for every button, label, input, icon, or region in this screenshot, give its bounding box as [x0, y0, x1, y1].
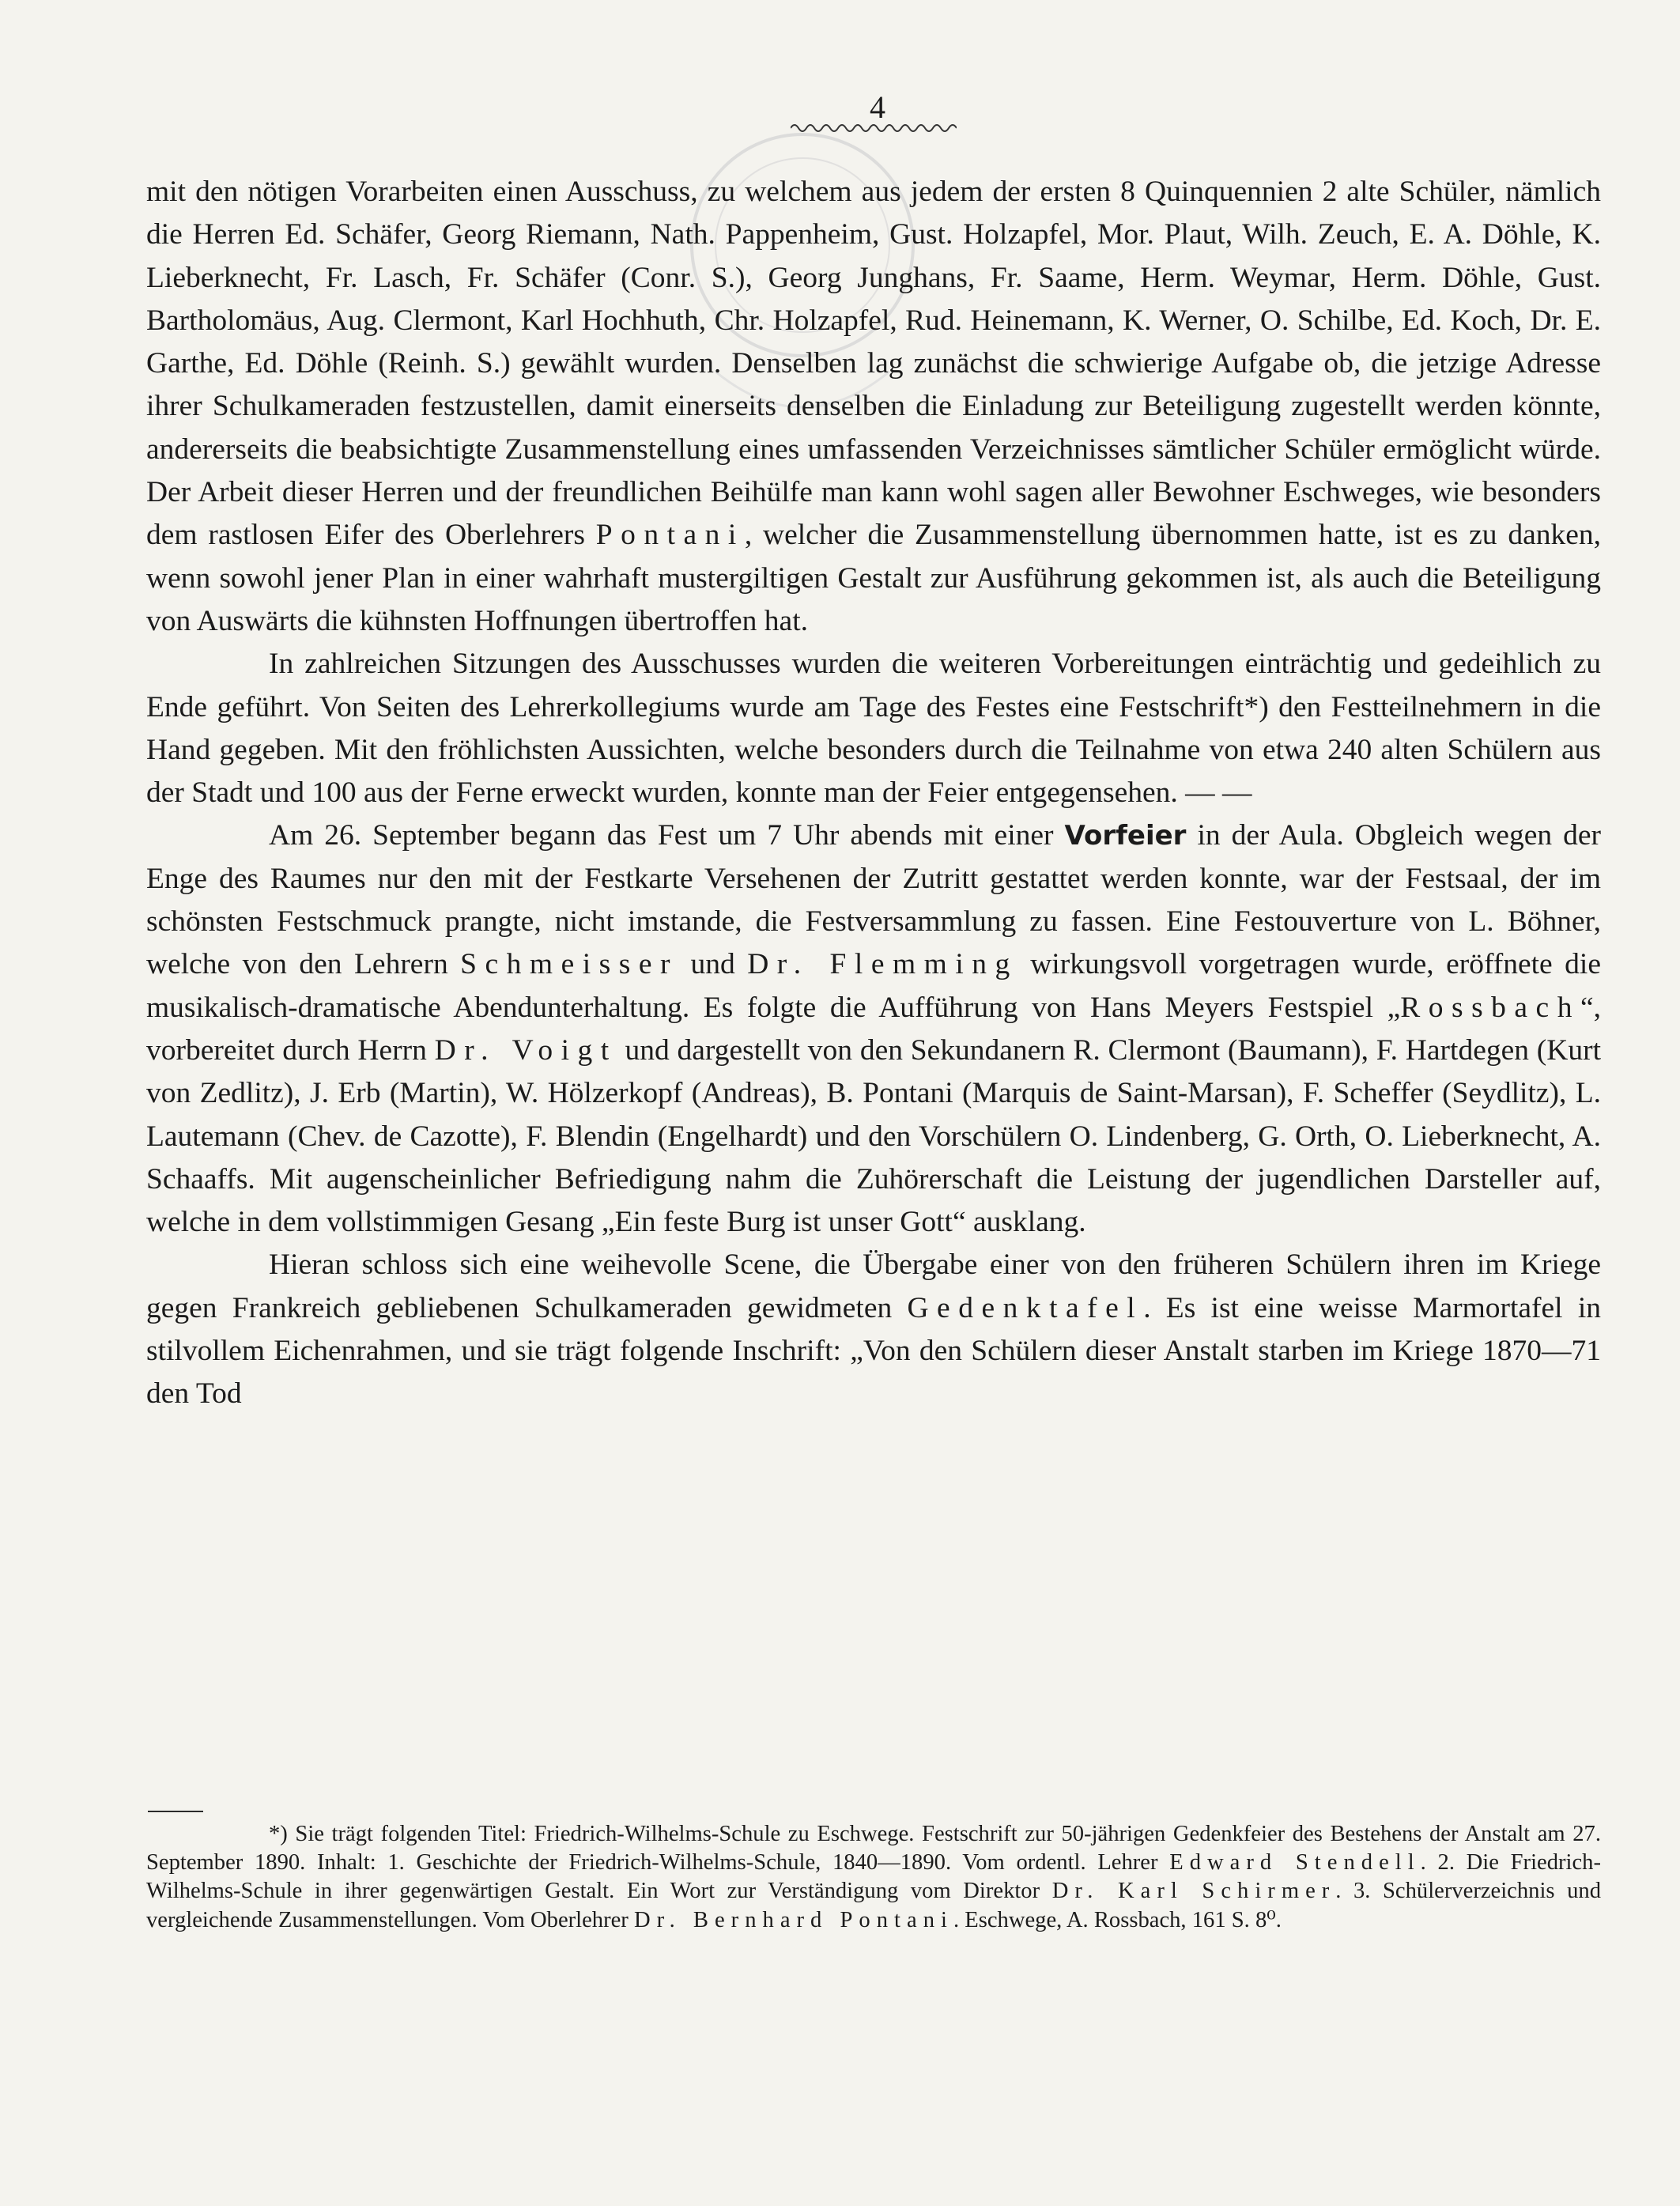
paragraph-3-text-c: und: [678, 948, 748, 981]
spaced-name-schirmer: Dr. Karl Schirmer: [1051, 1879, 1336, 1904]
paragraph-4: [146, 1244, 1601, 1415]
spaced-name-pontani: Pontani: [595, 519, 745, 552]
spaced-name-voigt: Dr. Voigt: [434, 1033, 617, 1067]
bold-term-vorfeier: Vorfeier: [1064, 820, 1187, 852]
page-number: 4: [870, 89, 885, 125]
spaced-title-rossbach: Rossbach: [1400, 991, 1580, 1024]
footnote-text-c: . 3. Schülerverzeichnis und vergleichende Zusammenstellungen. Vom Oberlehrer: [146, 1879, 1601, 1932]
paragraph-4-text: Hieran schloss sich eine weihevolle Scene, die Übergabe einer von den früheren Schülern ihren im Kriege gegen Frankreich gebliebenen Schulkameraden gewidmeten: [146, 1248, 1601, 1324]
paragraph-3: [146, 814, 1601, 1244]
spaced-name-bpontani: Dr. Bernhard Pontani: [633, 1907, 953, 1932]
paragraph-3-text-d: wirkungsvoll vorgetragen wurde, eröffnete die musikalisch-dramatische Abendunterhaltung. Es folgte die Aufführung von Hans Meyers Festspiel „: [146, 948, 1601, 1024]
footnote: [146, 1820, 1601, 1935]
footnote-text: [146, 1820, 1601, 1935]
paragraph-3-text-e: “, vorbereitet durch Herrn: [146, 991, 1601, 1067]
paragraph-2: [146, 643, 1601, 814]
spaced-term-gedenktafel: Gedenktafel: [907, 1291, 1144, 1324]
footnote-text-a: *) Sie trägt folgenden Titel: Friedrich-Wilhelms-Schule zu Eschwege. Festschrift zur 50-jährigen Gedenkfeier des Bestehens der Anstalt am 27. September 1890. Inhalt: 1. Geschichte der Friedrich-Wilhelms-Schule, 1840—1890. Vom ordentl. Lehrer: [146, 1822, 1601, 1875]
paragraph-3-text-f: und dargestellt von den Sekundanern R. Clermont (Baumann), F. Hartdegen (Kurt von Zedlitz), J. Erb (Martin), W. Hölzerkopf (Andreas), B. Pontani (Marquis de Saint-Marsan), F. Scheffer (Seydlitz), L. Lautemann (Chev. de Cazotte), F. Blendin (Engelhardt) und den Vorschülern O. Lindenberg, G. Orth, O. Lieberknecht, A. Schaaffs. Mit augenscheinlicher Befriedigung nahm die Zuhörerschaft die Leistung der jugendlichen Darsteller auf, welche in dem vollstimmigen Gesang „Ein feste Burg ist unser Gott“ ausklang.: [146, 1033, 1601, 1239]
footnote-text-d: . Eschwege, A. Rossbach, 161 S. 8⁰.: [953, 1907, 1282, 1932]
paragraph-3-text-b: in der Aula. Obgleich wegen der Enge des Raumes nur den mit der Festkarte Versehenen der Zutritt gestattet werden konnte, war der Festsaal, der im schönsten Festschmuck prangte, nicht imstande, die Festversammlung zu fassen. Eine Festouverture von L. Böhner, welche von den Lehrern: [146, 819, 1601, 981]
paragraph-2-text: In zahlreichen Sitzungen des Ausschusses wurden die weiteren Vorbereitungen einträchtig und gedeihlich zu Ende geführt. Von Seiten des Lehrerkollegiums wurde am Tage des Festes eine Festschrift*) den Festteilnehmern in die Hand gegeben. Mit den fröhlichsten Aussichten, welche besonders durch die Teilnahme von etwa 240 alten Schülern aus der Stadt und 100 aus der Ferne erweckt wurden, konnte man der Feier entgegensehen. — —: [146, 648, 1601, 810]
footnote-text-b: . 2. Die Friedrich-Wilhelms-Schule in ihrer gegenwärtigen Gestalt. Ein Wort zur Verständigung vom Direktor: [146, 1850, 1601, 1904]
spaced-name-stendell: Edward Stendell: [1169, 1850, 1421, 1875]
footnote-divider: [148, 1811, 203, 1812]
paragraph-3-text: Am 26. September begann das Fest um 7 Uhr abends mit einer: [269, 819, 1065, 852]
spaced-name-flemming: Dr. Flemming: [747, 948, 1018, 981]
spaced-name-schmeisser: Schmeisser: [460, 948, 678, 981]
paragraph-1-text-cont: , welcher die Zusammenstellung übernommen hatte, ist es zu danken, wenn sowohl jener Plan in einer wahrhaft mustergiltigen Gestalt zur Ausführung gekommen ist, als auch die Beteiligung von Auswärts die kühnsten Hoffnungen übertroffen hat.: [146, 519, 1601, 637]
wavy-rule-ornament: [791, 119, 957, 138]
paragraph-1-text: mit den nötigen Vorarbeiten einen Ausschuss, zu welchem aus jedem der ersten 8 Quinquennien 2 alte Schüler, nämlich die Herren Ed. Schäfer, Georg Riemann, Nath. Pappenheim, Gust. Holzapfel, Mor. Plaut, Wilh. Zeuch, E. A. Döhle, K. Lieberknecht, Fr. Lasch, Fr. Schäfer (Conr. S.), Georg Junghans, Fr. Saame, Herm. Weymar, Herm. Döhle, Gust. Bartholomäus, Aug. Clermont, Karl Hochhuth, Chr. Holzapfel, Rud. Heinemann, K. Werner, O. Schilbe, Ed. Koch, Dr. E. Garthe, Ed. Döhle (Reinh. S.) gewählt wurden. Denselben lag zunächst die schwierige Aufgabe ob, die jetzige Adresse ihrer Schulkameraden festzustellen, damit einerseits denselben die Einladung zur Beteiligung zugestellt werden könnte, andererseits die beabsichtigte Zusammenstellung eines umfassenden Verzeichnisses sämtlicher Schüler ermöglicht würde. Der Arbeit dieser Herren und der freundlichen Beihülfe man kann wohl sagen aller Bewohner Eschweges, wie besonders dem rastlosen Eifer des Oberlehrers: [146, 176, 1601, 552]
paragraph-4-text-b: . Es ist eine weisse Marmortafel in stilvollem Eichenrahmen, und sie trägt folgende Inschrift: „Von den Schülern dieser Anstalt starben im Kriege 1870—71 den Tod: [146, 1291, 1601, 1411]
body-text: [146, 171, 1601, 1416]
paragraph-1: [146, 171, 1601, 643]
